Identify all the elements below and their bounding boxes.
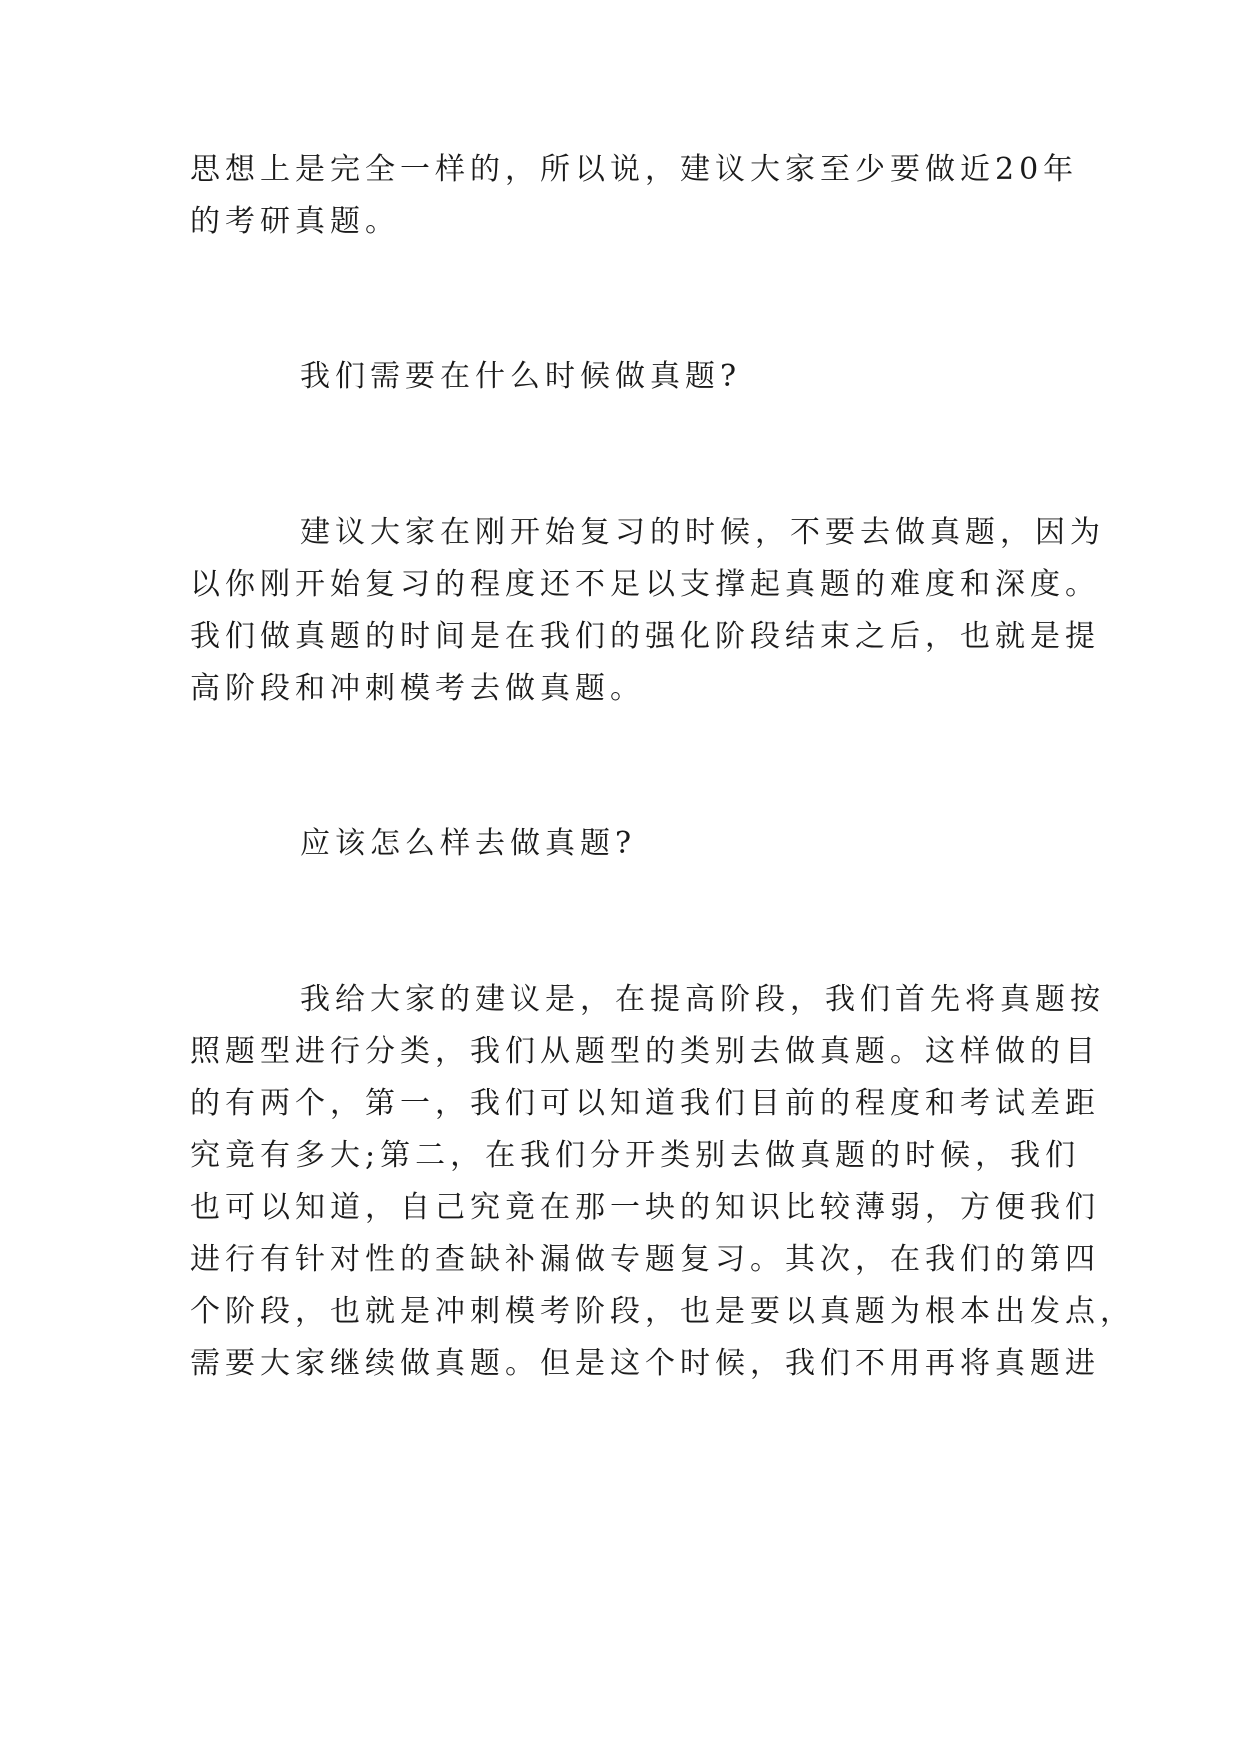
- paragraph-3-line-6: 进行有针对性的查缺补漏做专题复习。其次，在我们的第四: [190, 1242, 1100, 1277]
- section-heading-how: 应该怎么样去做真题?: [300, 826, 637, 861]
- section-heading-when: 我们需要在什么时候做真题?: [300, 359, 742, 394]
- paragraph-3-line-2: 照题型进行分类，我们从题型的类别去做真题。这样做的目: [190, 1034, 1100, 1069]
- paragraph-3-line-8: 需要大家继续做真题。但是这个时候，我们不用再将真题进: [190, 1346, 1100, 1381]
- paragraph-3-line-4: 究竟有多大;第二，在我们分开类别去做真题的时候，我们: [190, 1138, 1081, 1173]
- paragraph-2-line-3: 我们做真题的时间是在我们的强化阶段结束之后，也就是提: [190, 619, 1100, 654]
- paragraph-2-line-4: 高阶段和冲刺模考去做真题。: [190, 671, 645, 706]
- paragraph-3-line-7: 个阶段，也就是冲刺模考阶段，也是要以真题为根本出发点，: [190, 1294, 1135, 1329]
- paragraph-3-line-1: 我给大家的建议是，在提高阶段，我们首先将真题按: [300, 982, 1105, 1017]
- paragraph-3-line-3: 的有两个，第一，我们可以知道我们目前的程度和考试差距: [190, 1086, 1100, 1121]
- paragraph-2-line-1: 建议大家在刚开始复习的时候，不要去做真题，因为: [300, 515, 1105, 550]
- paragraph-1-line-1: 思想上是完全一样的，所以说，建议大家至少要做近20年: [190, 152, 1079, 187]
- paragraph-1-line-2: 的考研真题。: [190, 204, 400, 239]
- paragraph-3-line-5: 也可以知道，自己究竟在那一块的知识比较薄弱，方便我们: [190, 1190, 1100, 1225]
- paragraph-2-line-2: 以你刚开始复习的程度还不足以支撑起真题的难度和深度。: [190, 567, 1100, 602]
